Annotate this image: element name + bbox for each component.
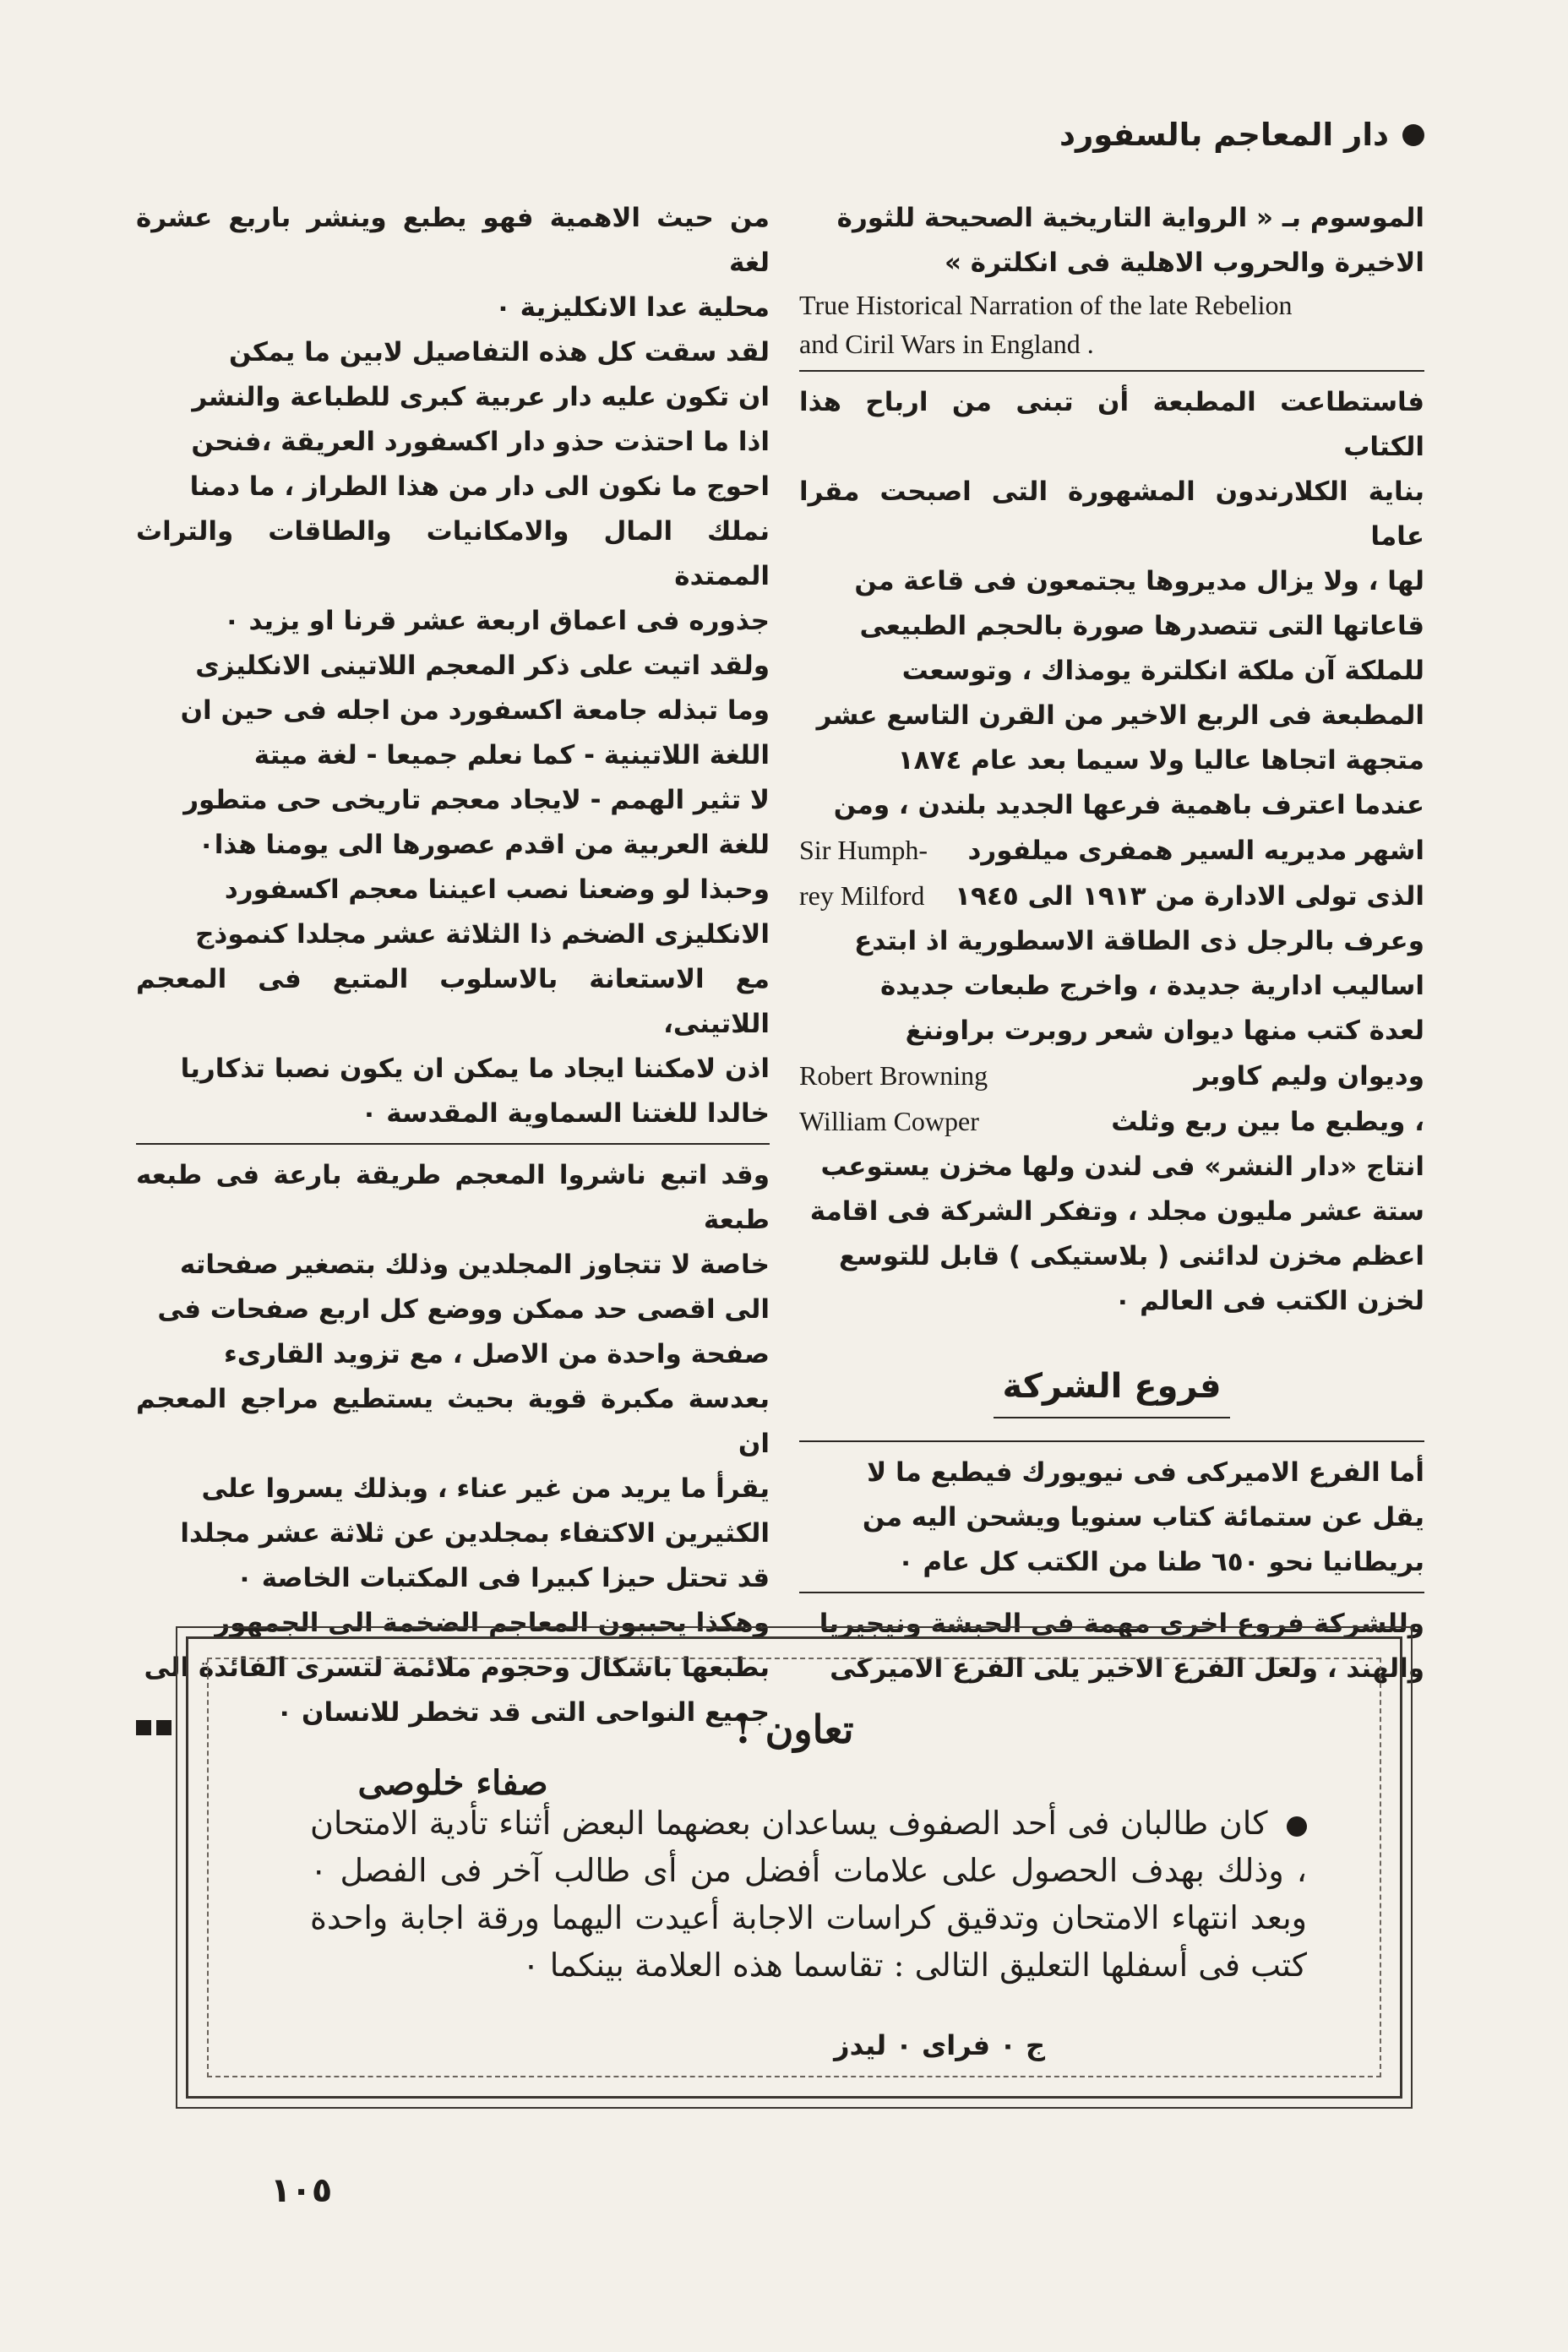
text-line: للملكة آن ملكة انكلترة يومذاك ، وتوسعت <box>901 656 1424 686</box>
text-line: وهكذا يحببون المعاجم الضخمة الى الجمهور <box>215 1608 770 1638</box>
text-line: وللشركة فروع اخرى مهمة فى الحبشة ونيجيريا <box>819 1609 1424 1639</box>
bullet-icon <box>1402 124 1424 146</box>
text-line: لقد سقت كل هذه التفاصيل لابين ما يمكن <box>228 337 770 368</box>
text-line: انتاج «دار النشر» فى لندن ولها مخزن يستوعب <box>820 1152 1424 1182</box>
english-segment: rey Milford <box>799 880 925 911</box>
mixed-line <box>799 874 1424 919</box>
text-line: مع الاستعانة بالاسلوب المتبع فى المعجم اللاتينى، <box>136 964 770 1039</box>
text-line: فاستطاعت المطبعة أن تبنى من ارباح هذا الكتاب <box>799 387 1424 462</box>
text-line: متجهة اتجاها عاليا ولا سيما بعد عام ١٨٧٤ <box>897 745 1424 776</box>
box-title: تعاون ! <box>734 1707 854 1752</box>
text-line: اللغة اللاتينية - كما نعلم جميعا - لغة ميتة <box>253 740 770 770</box>
text-line: ستة عشر مليون مجلد ، وتفكر الشركة فى اقامة <box>809 1196 1424 1227</box>
divider <box>799 1592 1424 1593</box>
text-line: للغة العربية من اقدم عصورها الى يومنا هذا٠ <box>198 830 770 860</box>
text-line: بريطانيا نحو ٦٥٠ طنا من الكتب كل عام ٠ <box>897 1547 1424 1577</box>
mixed-line <box>799 828 1424 874</box>
text-line: اعظم مخزن لدائنى ( بلاستيكى ) قابل للتوسع <box>839 1241 1424 1271</box>
text-line: الى اقصى حد ممكن ووضع كل اربع صفحات فى <box>157 1294 770 1325</box>
text-line: لعدة كتب منها ديوان شعر روبرت براوننغ <box>905 1015 1424 1046</box>
text-line: يقل عن ستمائة كتاب سنويا ويشحن اليه من <box>862 1502 1424 1533</box>
anecdote-box <box>186 1636 1402 2099</box>
text-line: احوج ما نكون الى دار من هذا الطراز ، ما دمنا <box>189 471 770 502</box>
box-text-block <box>310 1799 1307 1989</box>
end-square-icon <box>136 1720 151 1735</box>
text-segment: جميع النواحى التى قد تخطر للانسان ٠ <box>276 1697 770 1728</box>
author-signature: صفاء خلوصى <box>357 1763 548 1803</box>
text-line: وقد اتبع ناشروا المعجم طريقة بارعة فى طبعه طبعة <box>136 1160 770 1235</box>
text-line: ولقد اتيت على ذكر المعجم اللاتينى الانكليزى <box>195 651 770 681</box>
english-title-line: True Historical Narration of the late Rebelion <box>799 290 1293 320</box>
text-line: الكثيرين الاكتفاء بمجلدين عن ثلاثة عشر مجلدا <box>180 1518 770 1549</box>
text-line: وعرف بالرجل ذى الطاقة الاسطورية اذ ابتدع <box>854 926 1424 956</box>
english-segment: Sir Humph- <box>799 835 928 865</box>
text-line: صفحة واحدة من الاصل ، مع تزويد القارىء <box>223 1339 770 1369</box>
text-line: بعدسة مكبرة قوية بحيث يستطيع مراجع المعجم ان <box>136 1384 770 1459</box>
text-line: المطبعة فى الربع الاخير من القرن التاسع عشر <box>816 700 1424 731</box>
end-of-article-marks <box>136 1704 177 1749</box>
english-segment: William Cowper <box>799 1106 979 1136</box>
text-segment: وديوان وليم كاوبر <box>1194 1061 1424 1092</box>
text-line: خالدا للغتنا السماوية المقدسة ٠ <box>361 1098 770 1129</box>
box-signature: ج ٠ فراى ٠ ليدز <box>834 2029 1045 2061</box>
text-line: وحبذا لو وضعنا نصب اعيننا معجم اكسفورد <box>224 874 770 905</box>
text-line: وما تبذله جامعة اكسفورد من اجله فى حين ان <box>180 695 770 726</box>
text-line: عندما اعترف باهمية فرعها الجديد بلندن ، ومن <box>833 790 1424 820</box>
article-column-right <box>799 196 1424 1691</box>
running-header <box>157 117 1424 153</box>
text-line: جذوره فى اعماق اربعة عشر قرنا او يزيد ٠ <box>223 606 770 636</box>
divider <box>136 1143 770 1145</box>
text-line: الاخيرة والحروب الاهلية فى انكلترة » <box>944 248 1424 278</box>
text-line: لخزن الكتب فى العالم ٠ <box>1114 1286 1424 1316</box>
text-line: لها ، ولا يزال مديروها يجتمعون فى قاعة من <box>854 566 1424 596</box>
text-segment: اشهر مديريه السير همفرى ميلفورد <box>967 836 1424 866</box>
text-line: أما الفرع الاميركى فى نيويورك فيطبع ما لا <box>867 1457 1424 1488</box>
page-number: ١٠٥ <box>270 2171 333 2210</box>
text-line: قد تحتل حيزا كبيرا فى المكتبات الخاصة ٠ <box>237 1563 770 1593</box>
end-square-icon <box>156 1720 172 1735</box>
text-line: اساليب ادارية جديدة ، واخرج طبعات جديدة <box>879 971 1424 1001</box>
header-title: دار المعاجم بالسفورد <box>1059 117 1389 153</box>
text-line: محلية عدا الانكليزية ٠ <box>494 292 770 323</box>
mixed-line <box>799 1054 1424 1099</box>
text-line: يقرأ ما يريد من غير عناء ، وبذلك يسروا على <box>201 1473 770 1504</box>
text-line: والهند ، ولعل الفرع الاخير يلى الفرع الاميركى <box>830 1653 1424 1684</box>
text-line: اذن لامكننا ايجاد ما يمكن ان يكون نصبا تذكاريا <box>180 1054 770 1084</box>
text-line: بطبعها باشكال وحجوم ملائمة لتسرى الفائدة الى <box>144 1652 770 1683</box>
english-title-line: and Ciril Wars in England . <box>799 329 1094 359</box>
divider <box>799 370 1424 372</box>
text-line: الموسوم بـ « الرواية التاريخية الصحيحة للثورة <box>836 203 1424 233</box>
divider <box>799 1440 1424 1442</box>
text-line: لا تثير الهمم - لايجاد معجم تاريخى حى متطور <box>183 785 770 815</box>
box-text: كان طالبان فى أحد الصفوف يساعدان بعضهما البعض أثناء تأدية الامتحان ، وذلك بهدف الحصول على علامات أفضل من أى طالب آخر فى الفصل ٠ وبعد انتهاء الامتحان وتدقيق كراسات الاجابة أعيدت اليهما ورقة اجابة واحدة كتب فى أسفلها التعليق التالى : تقاسما هذه العلامة بينكما ٠ <box>310 1805 1307 1984</box>
text-line: ان تكون عليه دار عربية كبرى للطباعة والنشر <box>192 382 770 412</box>
section-heading <box>799 1361 1424 1418</box>
text-line: اذا ما احتذت حذو دار اكسفورد العريقة ،فنحن <box>191 427 770 457</box>
text-line: نملك المال والامكانيات والطاقات والتراث الممتدة <box>136 516 770 591</box>
text-line: قاعاتها التى تتصدرها صورة بالحجم الطبيعى <box>859 611 1424 641</box>
mixed-line <box>799 1099 1424 1145</box>
section-heading-text: فروع الشركة <box>994 1361 1229 1418</box>
text-line: خاصة لا تتجاوز المجلدين وذلك بتصغير صفحاته <box>179 1250 770 1280</box>
article-column-left <box>136 196 770 1805</box>
text-line: بناية الكلارندون المشهورة التى اصبحت مقرا عاما <box>799 476 1424 552</box>
text-segment: ، ويطبع ما بين ربع وثلث <box>1111 1107 1424 1137</box>
text-segment: الذى تولى الادارة من ١٩١٣ الى ١٩٤٥ <box>955 881 1424 912</box>
text-line: الانكليزى الضخم ذا الثلاثة عشر مجلدا كنموذج <box>195 919 770 950</box>
english-segment: Robert Browning <box>799 1060 988 1091</box>
text-line: من حيث الاهمية فهو يطبع وينشر باربع عشرة لغة <box>136 203 770 278</box>
bullet-icon <box>1287 1816 1307 1837</box>
